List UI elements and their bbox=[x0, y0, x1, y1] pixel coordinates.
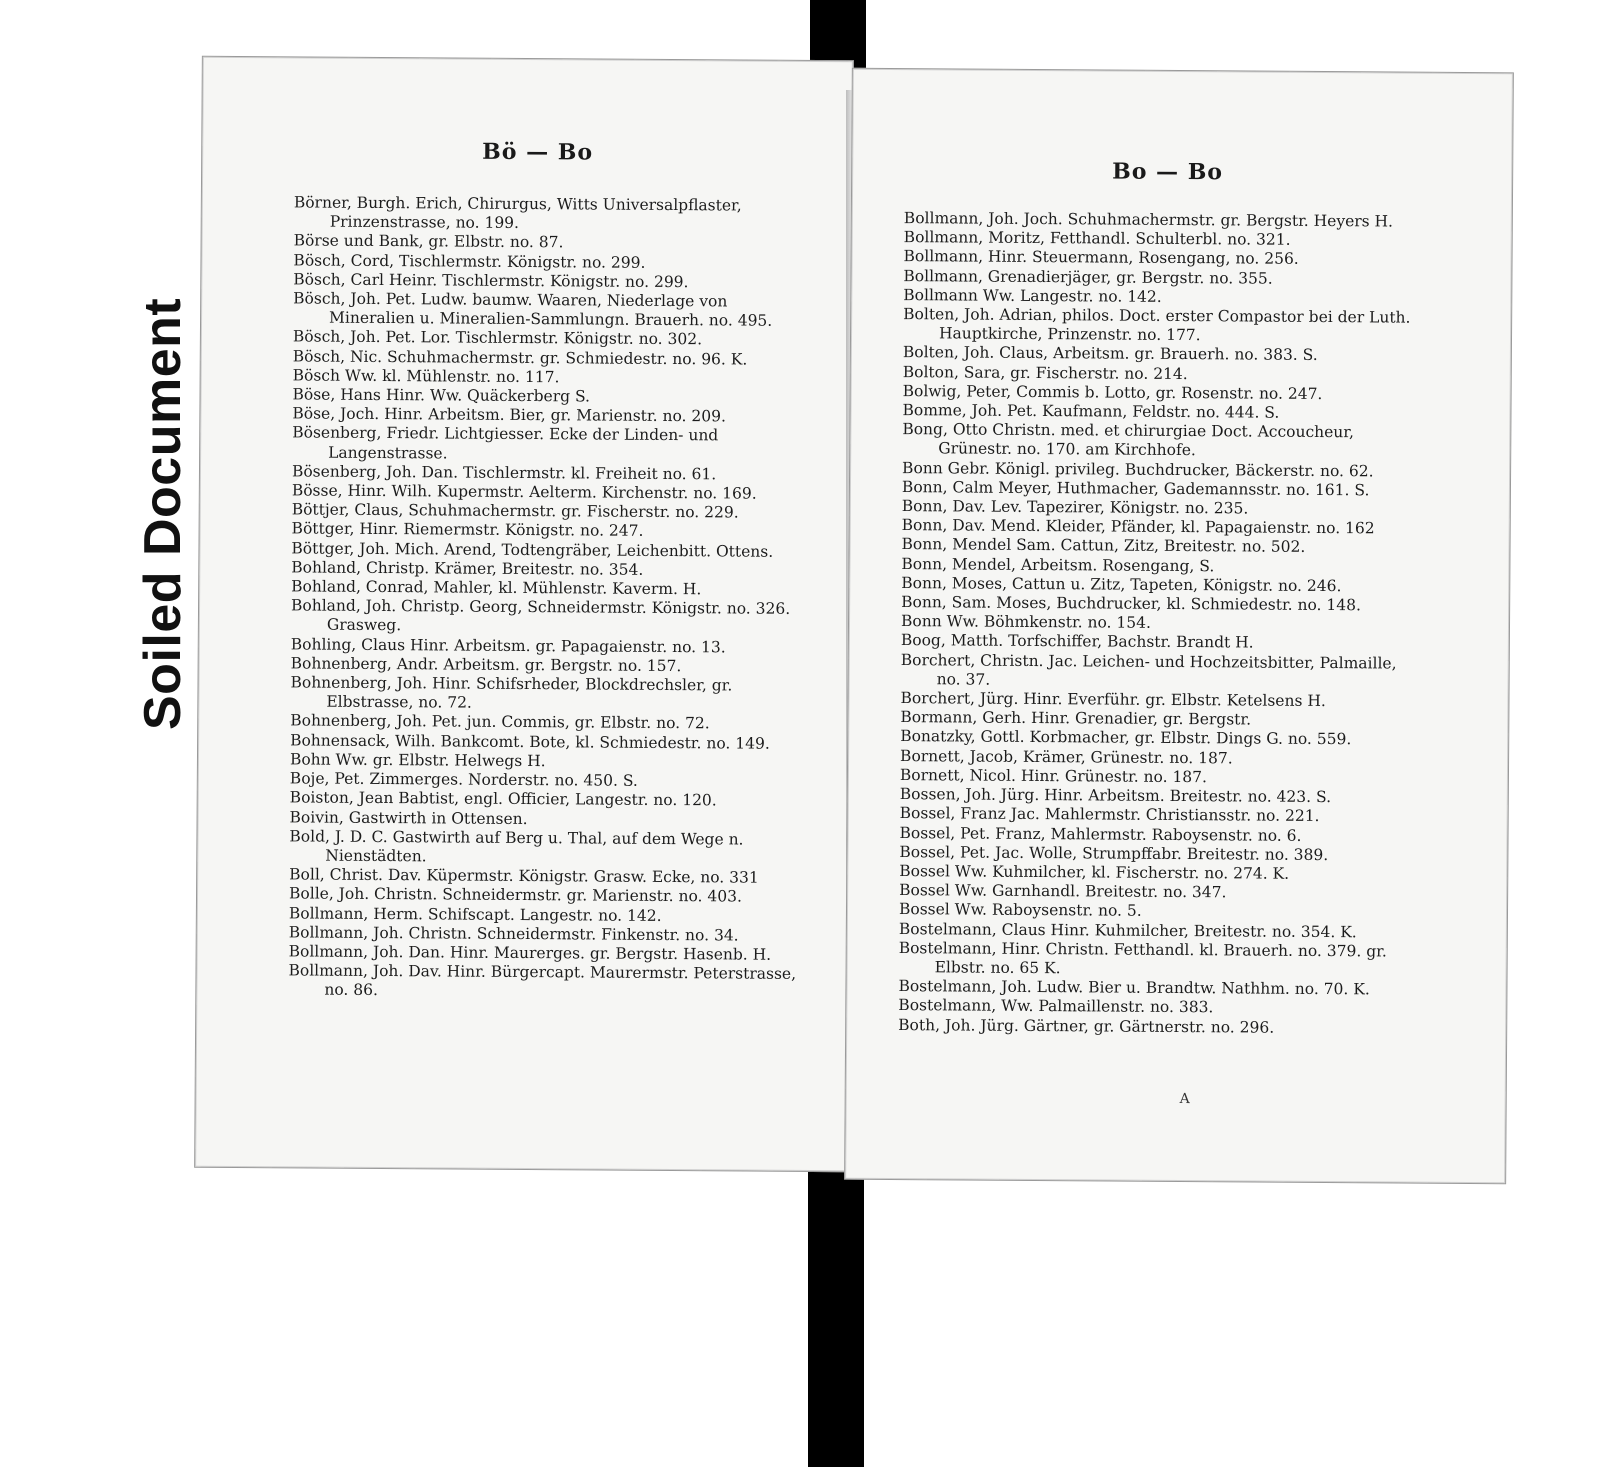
directory-entry: Bolten, Joh. Claus, Arbeitsm. gr. Brauerh. no. 383. S. bbox=[902, 343, 1318, 365]
directory-entry: Bold, J. D. C. Gastwirth auf Berg u. Thal, auf dem Wege n. Nienstädten. bbox=[289, 827, 744, 866]
directory-entry: Bollmann, Joh. Christn. Schneidermstr. Finkenstr. no. 34. bbox=[288, 923, 739, 945]
directory-entry: Bostelmann, Joh. Ludw. Bier u. Brandtw. Nathhm. no. 70. K. bbox=[898, 977, 1370, 999]
directory-entry: Bösch, Joh. Pet. Lor. Tischlermstr. Königstr. no. 302. bbox=[292, 327, 703, 349]
directory-entry: Bösch, Joh. Pet. Ludw. baumw. Waaren, Niederlage von Mineralien u. Mineralien-Sammlungn. Brauerh. no. 495. bbox=[293, 289, 773, 330]
directory-entry: Bonn, Mendel Sam. Cattun, Zitz, Breitestr. no. 502. bbox=[901, 535, 1306, 557]
directory-entry: Bolton, Sara, gr. Fischerstr. no. 214. bbox=[902, 362, 1188, 383]
directory-entry: Bösse, Hinr. Wilh. Kupermstr. Aelterm. Kirchenstr. no. 169. bbox=[291, 481, 757, 503]
soiled-document-text: Soiled Document bbox=[134, 297, 192, 730]
directory-entry: Bollmann, Hinr. Steuermann, Rosengang, no. 256. bbox=[903, 247, 1299, 269]
directory-entry: Bösenberg, Joh. Dan. Tischlermstr. kl. Freiheit no. 61. bbox=[291, 462, 717, 484]
directory-entry: Boiston, Jean Babtist, engl. Officier, Langestr. no. 120. bbox=[289, 788, 717, 810]
directory-entry: Bollmann, Grenadierjäger, gr. Bergstr. no. 355. bbox=[903, 266, 1273, 288]
right-page-header: Bo — Bo bbox=[1112, 158, 1224, 186]
directory-entry: Bossel, Franz Jac. Mahlermstr. Christiansstr. no. 221. bbox=[899, 804, 1320, 826]
left-page bbox=[194, 56, 854, 1173]
directory-entry: Bornett, Jacob, Krämer, Grünestr. no. 187. bbox=[900, 746, 1233, 768]
directory-entry: Bornett, Nicol. Hinr. Grünestr. no. 187. bbox=[899, 765, 1208, 787]
directory-entry: Bonn, Mendel, Arbeitsm. Rosengang, S. bbox=[901, 554, 1215, 575]
directory-entry: Börse und Bank, gr. Elbstr. no. 87. bbox=[293, 231, 564, 252]
directory-entry: Bohland, Christp. Krämer, Breitestr. no. 354. bbox=[291, 558, 644, 579]
directory-entry: Bormann, Gerh. Hinr. Grenadier, gr. Bergstr. bbox=[900, 708, 1252, 729]
directory-entry: Boll, Christ. Dav. Küpermstr. Königstr. Grasw. Ecke, no. 331 bbox=[289, 865, 759, 887]
directory-entry: Bohnensack, Wilh. Bankcomt. Bote, kl. Schmiedestr. no. 149. bbox=[290, 731, 770, 753]
directory-entry: Bohnenberg, Joh. Hinr. Schifsrheder, Blockdrechsler, gr. Elbstrasse, no. 72. bbox=[290, 673, 733, 712]
directory-entry: Bolten, Joh. Adrian, philos. Doct. erster Compastor bei der Luth. Hauptkirche, Prinzenstr. no. 177. bbox=[903, 305, 1411, 345]
directory-entry: Bösch, Carl Heinr. Tischlermstr. Königstr. no. 299. bbox=[293, 270, 689, 291]
directory-entry: Bohland, Conrad, Mahler, kl. Mühlenstr. Kaverm. H. bbox=[291, 577, 702, 599]
directory-entry: Bossen, Joh. Jürg. Hinr. Arbeitsm. Breitestr. no. 423. S. bbox=[899, 785, 1332, 807]
directory-entry: Böttger, Hinr. Riemermstr. Königstr. no. 247. bbox=[291, 519, 644, 541]
directory-entry: Bohnenberg, Andr. Arbeitsm. gr. Bergstr. no. 157. bbox=[290, 654, 682, 675]
directory-entry: Bossel Ww. Garnhandl. Breitestr. no. 347. bbox=[899, 881, 1227, 902]
directory-entry: Boivin, Gastwirth in Ottensen. bbox=[289, 807, 528, 828]
directory-entry: Bossel Ww. Kuhmilcher, kl. Fischerstr. no. 274. K. bbox=[899, 861, 1290, 883]
directory-entry: Bonn, Dav. Mend. Kleider, Pfänder, kl. Papagaienstr. no. 162 bbox=[901, 516, 1375, 538]
directory-entry: Bossel Ww. Raboysenstr. no. 5. bbox=[898, 900, 1142, 921]
directory-entry: Bösch, Nic. Schuhmachermstr. gr. Schmiedestr. no. 96. K. bbox=[292, 347, 748, 369]
directory-entry: Bonatzky, Gottl. Korbmacher, gr. Elbstr. Dings G. no. 559. bbox=[900, 727, 1352, 749]
directory-entry: Bonn, Sam. Moses, Buchdrucker, kl. Schmiedestr. no. 148. bbox=[901, 593, 1362, 615]
directory-entry: Bösch Ww. kl. Mühlenstr. no. 117. bbox=[292, 366, 560, 387]
directory-entry: Bohn Ww. gr. Elbstr. Helwegs H. bbox=[289, 750, 546, 771]
directory-entry: Bonn Ww. Böhmkenstr. no. 154. bbox=[900, 612, 1152, 633]
directory-entry: Borchert, Christn. Jac. Leichen- und Hochzeitsbitter, Palmaille, no. 37. bbox=[900, 650, 1397, 689]
directory-entry: Bostelmann, Claus Hinr. Kuhmilcher, Breitestr. no. 354. K. bbox=[898, 919, 1357, 941]
directory-entry: Bostelmann, Ww. Palmaillenstr. no. 383. bbox=[898, 996, 1214, 1017]
directory-entry: Bolle, Joh. Christn. Schneidermstr. gr. Marienstr. no. 403. bbox=[288, 884, 742, 906]
directory-entry: Bohnenberg, Joh. Pet. jun. Commis, gr. Elbstr. no. 72. bbox=[290, 711, 710, 733]
right-page-entries bbox=[898, 209, 1424, 1038]
directory-entry: Bollmann, Joh. Joch. Schuhmachermstr. gr. Bergstr. Heyers H. bbox=[903, 209, 1394, 231]
directory-entry: Boog, Matth. Torfschiffer, Bachstr. Brandt H. bbox=[900, 631, 1254, 652]
directory-entry: Bösenberg, Friedr. Lichtgiesser. Ecke der Linden- und Langenstrasse. bbox=[292, 423, 719, 463]
directory-entry: Bonn, Calm Meyer, Huthmacher, Gademannsstr. no. 161. S. bbox=[901, 477, 1370, 500]
page-signature-mark: A bbox=[1179, 1091, 1190, 1108]
binding-strip-bottom bbox=[808, 1160, 864, 1467]
left-page-header: Bö — Bo bbox=[482, 138, 594, 166]
directory-entry: Bostelmann, Hinr. Christn. Fetthandl. kl. Brauerh. no. 379. gr. Elbstr. no. 65 K. bbox=[898, 938, 1387, 978]
directory-entry: Böse, Hans Hinr. Ww. Quäckerberg S. bbox=[292, 385, 591, 406]
directory-entry: Bong, Otto Christn. med. et chirurgiae Doct. Accoucheur, Grünestr. no. 170. am Kirchhofe. bbox=[902, 420, 1355, 460]
directory-entry: Böttjer, Claus, Schuhmachermstr. gr. Fischerstr. no. 229. bbox=[291, 500, 739, 522]
directory-entry: Böse, Joch. Hinr. Arbeitsm. Bier, gr. Marienstr. no. 209. bbox=[292, 404, 726, 426]
directory-entry: Bollmann, Joh. Dan. Hinr. Maurerges. gr. Bergstr. Hasenb. H. bbox=[288, 942, 772, 964]
directory-entry: Börner, Burgh. Erich, Chirurgus, Witts Universalpflaster, Prinzenstrasse, no. 199. bbox=[293, 193, 742, 233]
directory-entry: Bollmann, Herm. Schifscapt. Langestr. no. 142. bbox=[288, 903, 662, 925]
directory-entry: Böttger, Joh. Mich. Arend, Todtengräber, Leichenbitt. Ottens. bbox=[291, 539, 774, 561]
directory-entry: Bonn, Moses, Cattun u. Zitz, Tapeten, Königstr. no. 246. bbox=[901, 573, 1342, 595]
directory-entry: Bonn, Dav. Lev. Tapezirer, Königstr. no. 235. bbox=[901, 497, 1249, 518]
directory-entry: Bossel, Pet. Jac. Wolle, Strumpffabr. Breitestr. no. 389. bbox=[899, 842, 1329, 864]
directory-entry: Bomme, Joh. Pet. Kaufmann, Feldstr. no. 444. S. bbox=[902, 401, 1280, 422]
directory-entry: Borchert, Jürg. Hinr. Everführ. gr. Elbstr. Ketelsens H. bbox=[900, 689, 1326, 711]
directory-entry: Bösch, Cord, Tischlermstr. Königstr. no. 299. bbox=[293, 250, 646, 272]
directory-entry: Bolwig, Peter, Commis b. Lotto, gr. Rosenstr. no. 247. bbox=[902, 381, 1323, 403]
directory-entry: Bollmann, Moritz, Fetthandl. Schulterbl. no. 321. bbox=[903, 228, 1291, 249]
directory-entry: Both, Joh. Jürg. Gärtner, gr. Gärtnerstr. no. 296. bbox=[898, 1015, 1275, 1037]
directory-entry: Bollmann, Joh. Dav. Hinr. Bürgercapt. Maurermstr. Peterstrasse, no. 86. bbox=[288, 961, 797, 1000]
directory-entry: Bollmann Ww. Langestr. no. 142. bbox=[903, 285, 1162, 306]
directory-entry: Bossel, Pet. Franz, Mahlermstr. Raboysenstr. no. 6. bbox=[899, 823, 1302, 845]
right-page bbox=[844, 68, 1514, 1185]
directory-entry: Bohling, Claus Hinr. Arbeitsm. gr. Papagaienstr. no. 13. bbox=[290, 635, 726, 657]
directory-entry: Boje, Pet. Zimmerges. Norderstr. no. 450. S. bbox=[289, 769, 638, 790]
directory-entry: Bonn Gebr. Königl. privileg. Buchdrucker, Bäckerstr. no. 62. bbox=[902, 458, 1374, 480]
left-page-entries bbox=[288, 193, 806, 1003]
directory-entry: Bohland, Joh. Christp. Georg, Schneidermstr. Königstr. no. 326. Grasweg. bbox=[290, 596, 791, 635]
